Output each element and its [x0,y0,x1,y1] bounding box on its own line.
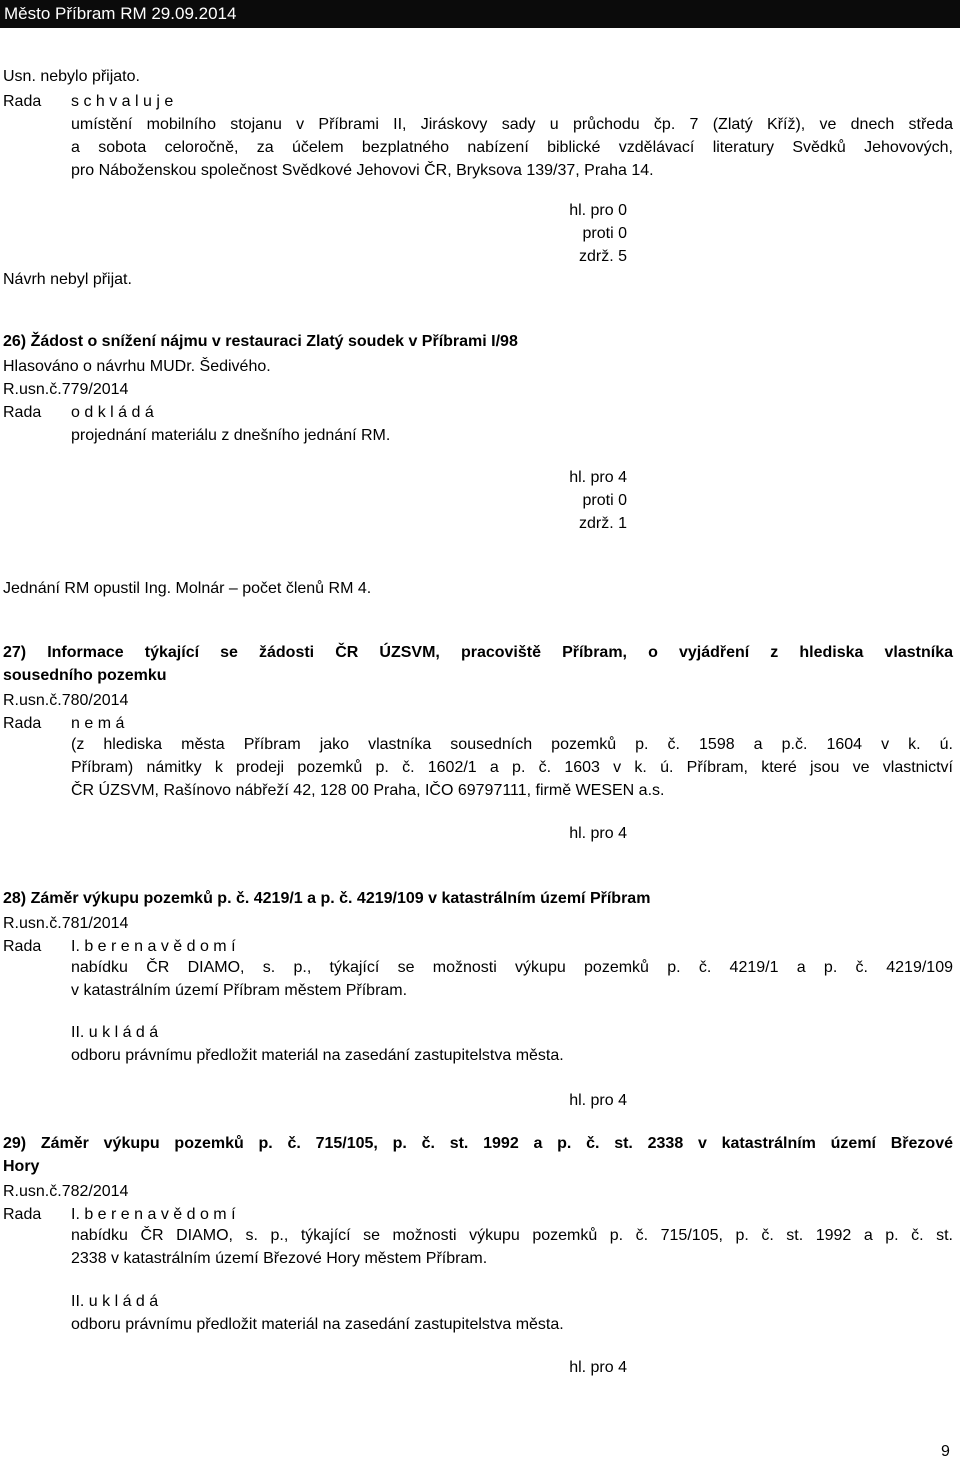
rada-label: Rada [3,715,42,732]
section-title: 28) Záměr výkupu pozemků p. č. 4219/1 a p. č. 4219/109 v katastrálním území Příbram [3,890,651,907]
resolution-text-line: a sobota celoročně, za účelem bezplatného nabízení biblické vzdělávací literatury Svědků Jehovových, [71,139,953,156]
resolution-text-line: (z hlediska města Příbram jako vlastníka sousedních pozemků p. č. 1598 a p.č. 1604 v k. ú. [71,736,953,753]
resolution-text-line: projednání materiálu z dnešního jednání RM. [71,427,391,444]
resolution-text-line: odboru právnímu předložit materiál na zasedání zastupitelstva města. [71,1047,564,1064]
resolution-text-line: odboru právnímu předložit materiál na zasedání zastupitelstva města. [71,1316,564,1333]
resolution-text-line: nabídku ČR DIAMO, s. p., týkající se možnosti výkupu pozemků p. č. 4219/1 a p. č. 4219/109 [71,959,953,976]
vote-pro: hl. pro 4 [569,1092,627,1109]
rada-label: Rada [3,93,42,110]
resolution-text-line: umístění mobilního stojanu v Příbrami II, Jiráskovy sady u průchodu čp. 7 (Zlatý Kříž), ve dnech středa [71,116,953,133]
resolution-text-line: 2338 v katastrálním území Březové Hory městem Příbram. [71,1250,488,1267]
resolution-text-line: ČR ÚZSVM, Rašínovo nábřeží 42, 128 00 Praha, IČO 69797111, firmě WESEN a.s. [71,782,665,799]
page-number: 9 [941,1443,950,1460]
vote-zdrz: zdrž. 5 [578,248,627,265]
resolution-text-line: nabídku ČR DIAMO, s. p., týkající se možnosti výkupu pozemků p. č. 715/105, p. č. st. 1992 a p. č. st. [71,1227,953,1244]
section-title: 26) Žádost o snížení nájmu v restauraci Zlatý soudek v Příbrami I/98 [3,333,518,350]
resolution-number: R.usn.č.779/2014 [3,381,129,398]
resolution-text-line: Příbram) námitky k prodeji pozemků p. č. 1602/1 a p. č. 1603 v k. ú. Příbram, které jsou ve vlastnictví [71,759,953,776]
page-header: Město Příbram RM 29.09.2014 [0,0,960,28]
vote-pro: hl. pro 4 [569,825,627,842]
vote-pro: hl. pro 4 [569,1359,627,1376]
voted-note: Hlasováno o návrhu MUDr. Šedivého. [3,358,271,375]
resolution-number: R.usn.č.780/2014 [3,692,129,709]
outcome-text: Návrh nebyl přijat. [3,271,132,288]
vote-zdrz: zdrž. 1 [578,515,627,532]
vote-pro: hl. pro 4 [569,469,627,486]
resolution-text-line: v katastrálním území Příbram městem Příbram. [71,982,408,999]
resolution-number: R.usn.č.781/2014 [3,915,129,932]
resolution-text-line: pro Náboženskou společnost Svědkové Jehovovi ČR, Bryksova 139/37, Praha 14. [71,162,654,179]
vote-proti: proti 0 [582,225,627,242]
resolution-verb: s c h v a l u j e [71,93,174,110]
rada-label: Rada [3,404,42,421]
result-text: Usn. nebylo přijato. [3,68,140,85]
resolution-verb: I. b e r e n a v ě d o m í [71,1206,236,1223]
section-title-cont: sousedního pozemku [3,667,167,684]
section-title: 27) Informace týkající se žádosti ČR ÚZSVM, pracoviště Příbram, o vyjádření z hlediska vlastníka [3,644,953,661]
vote-proti: proti 0 [582,492,627,509]
resolution-verb: o d k l á d á [71,404,154,421]
rada-label: Rada [3,938,42,955]
resolution-verb: I. b e r e n a v ě d o m í [71,938,236,955]
resolution-verb: n e m á [71,715,125,732]
resolution-verb: II. u k l á d á [71,1024,159,1041]
rada-label: Rada [3,1206,42,1223]
section-title: 29) Záměr výkupu pozemků p. č. 715/105, p. č. st. 1992 a p. č. st. 2338 v katastrálním území Březové [3,1135,953,1152]
resolution-verb: II. u k l á d á [71,1293,159,1310]
resolution-number: R.usn.č.782/2014 [3,1183,129,1200]
vote-pro: hl. pro 0 [569,202,627,219]
section-title-cont: Hory [3,1158,40,1175]
attendance-note: Jednání RM opustil Ing. Molnár – počet členů RM 4. [3,580,372,597]
